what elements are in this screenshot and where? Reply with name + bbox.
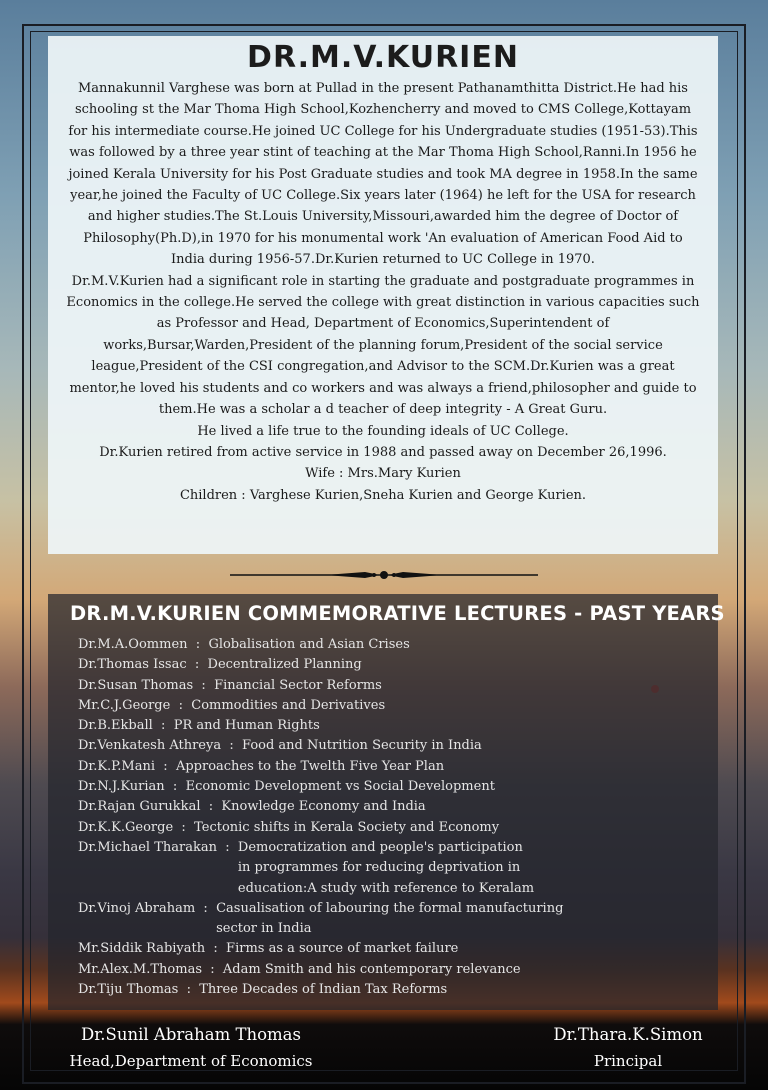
lecture-item xyxy=(78,960,708,980)
lecture-item xyxy=(78,676,708,696)
biography-text xyxy=(66,78,700,506)
lecture-topic: Firms as a source of market failure xyxy=(226,941,459,957)
lecture-separator: : xyxy=(200,799,222,815)
lecture-speaker: Dr.M.A.Oommen xyxy=(78,637,188,652)
lecture-topic: Knowledge Economy and India xyxy=(221,799,426,815)
lecture-topic: Food and Nutrition Security in India xyxy=(242,738,482,754)
lecture-topic: Casualisation of labouring the formal manufacturing sector in India xyxy=(216,900,564,937)
principal-role: Principal xyxy=(593,1052,663,1070)
lecture-speaker: Dr.Thomas Issac xyxy=(78,657,187,673)
bio-paragraph-3: He lived a life true to the founding ideals of UC College. xyxy=(197,423,569,439)
lecture-speaker: Dr.N.J.Kurian xyxy=(78,779,165,795)
lecture-item xyxy=(78,736,708,756)
head-name: Dr.Sunil Abraham Thomas xyxy=(81,1025,301,1044)
lecture-topic: Tectonic shifts in Kerala Society and Economy xyxy=(194,819,500,835)
lecture-item xyxy=(78,797,708,817)
lecture-speaker: Dr.K.K.George xyxy=(78,819,174,835)
lecture-speaker: Mr.C.J.George xyxy=(78,697,171,713)
lecture-topic: Globalisation and Asian Crises xyxy=(208,637,410,652)
lecture-speaker: Dr.Rajan Gurukkal xyxy=(78,799,201,815)
lecture-topic: Adam Smith and his contemporary relevance xyxy=(222,961,521,977)
lecture-topic: PR and Human Rights xyxy=(173,718,320,734)
lecture-topic: Decentralized Planning xyxy=(207,657,362,673)
lecture-separator: : xyxy=(178,982,200,998)
lecture-topic: Democratization and people's participation in programmes for reducing deprivation in education:A study with reference to Keralam xyxy=(237,839,535,896)
lecture-separator: : xyxy=(187,637,209,652)
lecture-item xyxy=(78,635,708,655)
lecture-item xyxy=(78,899,708,940)
lecture-topic: Approaches to the Twelth Five Year Plan xyxy=(175,758,445,774)
lecture-separator: : xyxy=(195,900,217,916)
lecture-item xyxy=(78,838,708,899)
lecture-topic: Financial Sector Reforms xyxy=(214,677,382,693)
lecture-topic: Three Decades of Indian Tax Reforms xyxy=(199,982,448,998)
lecture-speaker: Dr.Vinoj Abraham xyxy=(78,900,196,916)
lecture-separator: : xyxy=(170,697,192,713)
lecture-speaker: Dr.Venkatesh Athreya xyxy=(78,738,222,754)
signature-head xyxy=(56,1022,326,1074)
lecture-item xyxy=(78,696,708,716)
lecture-separator: : xyxy=(173,819,195,835)
lecture-item xyxy=(78,757,708,777)
lecture-separator: : xyxy=(164,779,186,795)
bio-children: Children : Varghese Kurien,Sneha Kurien and George Kurien. xyxy=(179,487,587,503)
lecture-item xyxy=(78,716,708,736)
lecture-separator: : xyxy=(221,738,243,754)
lecture-separator: : xyxy=(186,657,208,673)
lecture-topic: Commodities and Derivatives xyxy=(191,697,386,713)
lecture-speaker: Dr.Tiju Thomas xyxy=(78,982,179,998)
lecture-separator: : xyxy=(193,677,215,693)
lecture-item xyxy=(78,818,708,838)
bio-paragraph-2: Dr.M.V.Kurien had a significant role in starting the graduate and postgraduate programmes in Economics in the college.He served the college with great distinction in various capacities such as Professor and Head, Department of Economics,Superintendent of works,Bursar,Warden,President of the planning forum,President of the social service league,President of the CSI congregation,and Advisor to the SCM.Dr.Kurien was a great mentor,he loved his students and co workers and was always a friend,philosopher and guide to them.He was a scholar a d teacher of deep integrity - A Great Guru. xyxy=(66,273,700,418)
signature-principal xyxy=(528,1022,728,1074)
head-role: Head,Department of Economics xyxy=(69,1052,313,1070)
lecture-separator: : xyxy=(152,718,174,734)
lecture-speaker: Dr.Michael Tharakan xyxy=(78,839,217,855)
lecture-speaker: Dr.Susan Thomas xyxy=(78,677,194,693)
lecture-item xyxy=(78,939,708,959)
lecture-speaker: Mr.Alex.M.Thomas xyxy=(78,961,202,977)
lecture-separator: : xyxy=(202,961,223,977)
principal-name: Dr.Thara.K.Simon xyxy=(553,1025,703,1044)
lecture-item xyxy=(78,777,708,797)
bio-paragraph-1: Mannakunnil Varghese was born at Pullad in the present Pathanamthitta District.He had his schooling st the Mar Thoma High School,Kozhencherry and moved to CMS College,Kottayam for his intermediate course.He joined UC College for his Undergraduate studies (1951-53).This was followed by a three year stint of teaching at the Mar Thoma High School,Ranni.In 1956 he joined Kerala University for his Post Graduate studies and took MA degree in 1958.In the same year,he joined the Faculty of UC College.Six years later (1964) he left for the USA for research and higher studies.The St.Louis University,Missouri,awarded him the degree of Doctor of Philosophy(Ph.D),in 1970 for his monumental work 'An evaluation of American Food Aid to India during 1956-57.Dr.Kurien returned to UC College in 1970. xyxy=(68,81,698,268)
lecture-separator: : xyxy=(205,941,227,957)
lecture-speaker: Dr.B.Ekball xyxy=(78,718,153,734)
bio-wife: Wife : Mrs.Mary Kurien xyxy=(305,466,461,482)
lectures-panel xyxy=(48,594,725,1010)
lectures-title: DR.M.V.KURIEN COMMEMORATIVE LECTURES - PAST YEARS xyxy=(70,602,725,625)
ornamental-divider xyxy=(230,569,538,581)
bio-paragraph-4: Dr.Kurien retired from active service in 1988 and passed away on December 26,1996. xyxy=(99,444,667,460)
lecture-item xyxy=(78,980,708,1000)
lecture-item xyxy=(78,655,708,675)
biography-title: DR.M.V.KURIEN xyxy=(247,40,519,75)
lecture-topic: Economic Development vs Social Development xyxy=(185,779,495,795)
lecture-separator: : xyxy=(155,758,176,774)
lectures-list xyxy=(78,635,708,1000)
lecture-speaker: Mr.Siddik Rabiyath xyxy=(78,941,206,957)
lecture-separator: : xyxy=(216,839,238,855)
biography-panel xyxy=(48,36,718,554)
lecture-speaker: Dr.K.P.Mani xyxy=(78,758,156,774)
